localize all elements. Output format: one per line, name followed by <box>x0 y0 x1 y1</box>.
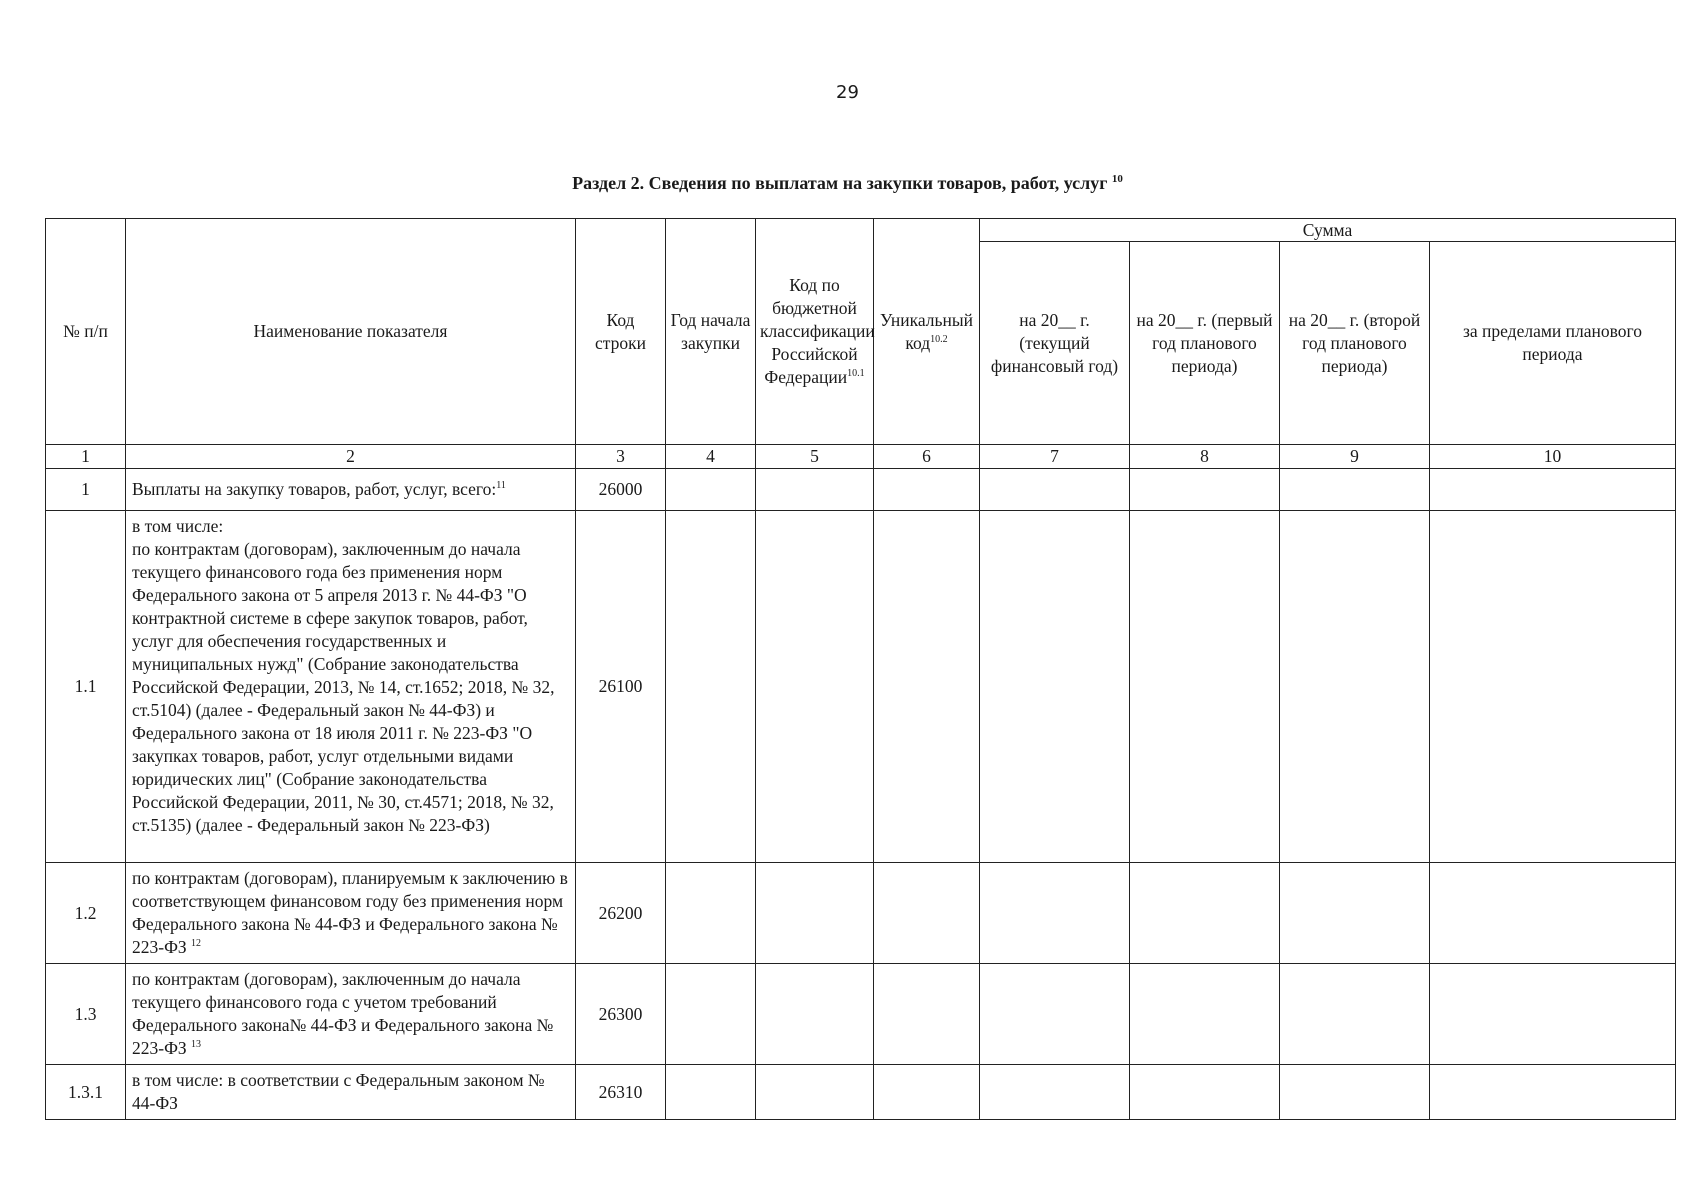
header-sum-plan1: на 20__ г. (первый год планового периода) <box>1130 242 1280 445</box>
table-row <box>46 863 1676 964</box>
empty-cell <box>874 1065 980 1120</box>
column-number: 2 <box>126 445 576 469</box>
empty-cell <box>874 964 980 1065</box>
table-row <box>46 469 1676 511</box>
empty-cell <box>1130 863 1280 964</box>
row-code: 26300 <box>576 964 666 1065</box>
header-unique-footnote: 10.2 <box>930 333 948 345</box>
row-name <box>126 511 576 863</box>
empty-cell <box>874 469 980 511</box>
empty-cell <box>756 964 874 1065</box>
empty-cell <box>666 1065 756 1120</box>
row-name-text: по контрактам (договорам), планируемым к заключению в соответствующем финансовом году без применения норм Федерального закона № 44-ФЗ и Федерального закона № 223-ФЗ <box>132 868 568 957</box>
section-title <box>0 173 1695 194</box>
table-row <box>46 511 1676 863</box>
empty-cell <box>666 511 756 863</box>
empty-cell <box>1430 511 1676 863</box>
row-code: 26200 <box>576 863 666 964</box>
row-footnote: 13 <box>191 1039 202 1051</box>
header-kbk-footnote: 10.1 <box>847 368 865 380</box>
header-name: Наименование показателя <box>126 219 576 445</box>
table-row <box>46 964 1676 1065</box>
empty-cell <box>1280 863 1430 964</box>
empty-cell <box>1430 469 1676 511</box>
header-sum: Сумма <box>980 219 1676 242</box>
header-sum-current: на 20__ г. (текущий финансовый год) <box>980 242 1130 445</box>
empty-cell <box>756 863 874 964</box>
column-number-row <box>46 445 1676 469</box>
empty-cell <box>1430 863 1676 964</box>
empty-cell <box>1130 511 1280 863</box>
empty-cell <box>980 511 1130 863</box>
empty-cell <box>1130 1065 1280 1120</box>
empty-cell <box>980 469 1130 511</box>
row-name <box>126 964 576 1065</box>
row-code: 26310 <box>576 1065 666 1120</box>
row-name <box>126 469 576 511</box>
row-num: 1.3 <box>46 964 126 1065</box>
row-name-text: в том числе: в соответствии с Федеральным законом № 44-ФЗ <box>132 1070 545 1113</box>
row-num: 1.1 <box>46 511 126 863</box>
row-name-text: по контрактам (договорам), заключенным до начала текущего финансового года с учетом требований Федерального закона№ 44-ФЗ и Федерального закона № 223-ФЗ <box>132 969 554 1058</box>
empty-cell <box>1280 469 1430 511</box>
row-name <box>126 863 576 964</box>
row-footnote: 11 <box>496 480 506 492</box>
column-number: 5 <box>756 445 874 469</box>
empty-cell <box>980 1065 1130 1120</box>
section-title-footnote: 10 <box>1111 173 1123 185</box>
empty-cell <box>1430 1065 1676 1120</box>
empty-cell <box>874 511 980 863</box>
column-number: 10 <box>1430 445 1676 469</box>
section-title-text: Раздел 2. Сведения по выплатам на закупки товаров, работ, услуг <box>572 173 1108 193</box>
column-number: 3 <box>576 445 666 469</box>
row-name <box>126 1065 576 1120</box>
row-num: 1.2 <box>46 863 126 964</box>
empty-cell <box>666 469 756 511</box>
header-unique <box>874 219 980 445</box>
empty-cell <box>756 511 874 863</box>
empty-cell <box>980 863 1130 964</box>
row-num: 1 <box>46 469 126 511</box>
page-number: 29 <box>836 82 859 103</box>
table-row <box>46 1065 1676 1120</box>
header-kbk <box>756 219 874 445</box>
column-number: 6 <box>874 445 980 469</box>
empty-cell <box>1280 511 1430 863</box>
column-number: 9 <box>1280 445 1430 469</box>
payments-table <box>45 218 1676 1120</box>
header-code: Код строки <box>576 219 666 445</box>
column-number: 8 <box>1130 445 1280 469</box>
empty-cell <box>756 1065 874 1120</box>
empty-cell <box>1130 469 1280 511</box>
header-year: Год начала закупки <box>666 219 756 445</box>
empty-cell <box>666 964 756 1065</box>
empty-cell <box>666 863 756 964</box>
empty-cell <box>980 964 1130 1065</box>
row-code: 26000 <box>576 469 666 511</box>
empty-cell <box>756 469 874 511</box>
column-number: 1 <box>46 445 126 469</box>
empty-cell <box>1280 964 1430 1065</box>
empty-cell <box>1130 964 1280 1065</box>
header-sum-beyond: за пределами планового периода <box>1430 242 1676 445</box>
row-name-text: в том числе: по контрактам (договорам), заключенным до начала текущего финансового года без применения норм Федерального закона от 5 апреля 2013 г. № 44-ФЗ "О контрактной системе в сфере закупок товаров, работ, услуг для обеспечения государственных и муниципальных нужд" (Собрание законодательства Российской Федерации, 2013, № 14, ст.1652; 2018, № 32, ст.5104) (далее - Федеральный закон № 44-ФЗ) и Федерального закона от 18 июля 2011 г. № 223-ФЗ "О закупках товаров, работ, услуг отдельными видами юридических лиц" (Собрание законодательства Российской Федерации, 2011, № 30, ст.4571; 2018, № 32, ст.5135) (далее - Федеральный закон № 223-ФЗ) <box>132 516 555 835</box>
header-num: № п/п <box>46 219 126 445</box>
row-code: 26100 <box>576 511 666 863</box>
column-number: 7 <box>980 445 1130 469</box>
empty-cell <box>1430 964 1676 1065</box>
header-unique-label: Уникальный код <box>880 309 973 353</box>
header-kbk-label: Код по бюджетной классификации Российской Федерации <box>760 275 875 387</box>
header-sum-plan2: на 20__ г. (второй год планового периода) <box>1280 242 1430 445</box>
empty-cell <box>874 863 980 964</box>
empty-cell <box>1280 1065 1430 1120</box>
column-number: 4 <box>666 445 756 469</box>
row-footnote: 12 <box>191 938 202 950</box>
row-num: 1.3.1 <box>46 1065 126 1120</box>
row-name-text: Выплаты на закупку товаров, работ, услуг, всего: <box>132 479 497 499</box>
